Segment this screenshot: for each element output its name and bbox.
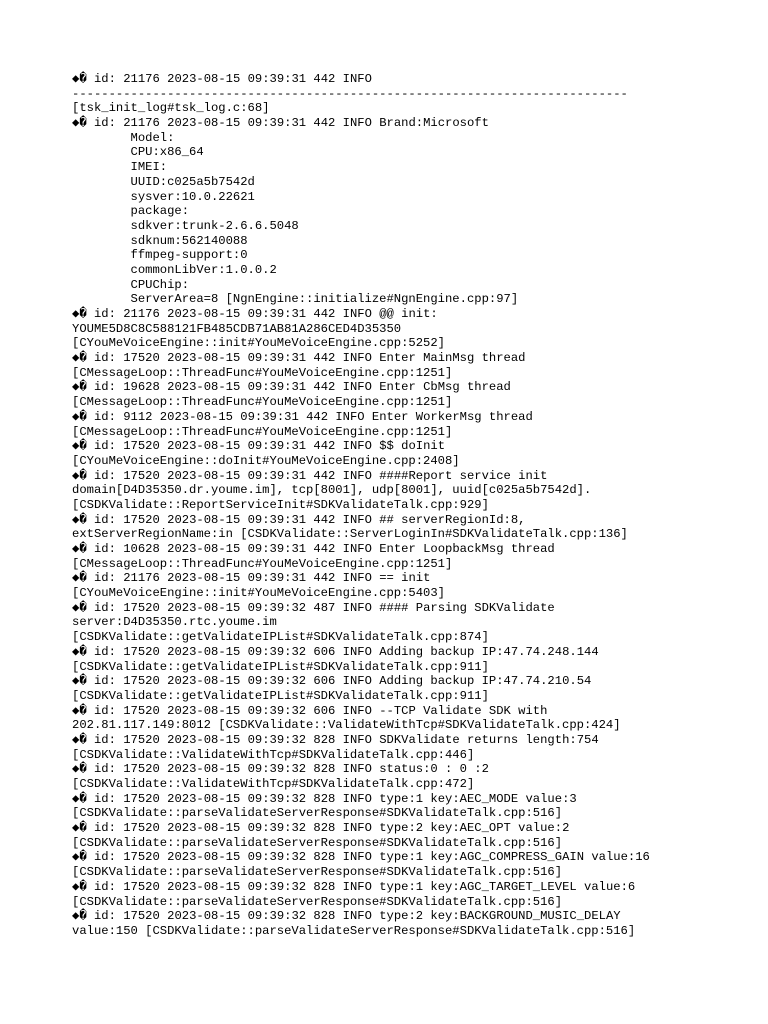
log-line: sdkver:trunk-2.6.6.5048	[72, 218, 299, 233]
log-line: ◆� id: 17520 2023-08-15 09:39:31 442 INFO ####Report service init	[72, 468, 548, 483]
log-line: ◆� id: 17520 2023-08-15 09:39:32 606 INFO Adding backup IP:47.74.210.54	[72, 674, 592, 689]
log-line: [CYouMeVoiceEngine::doInit#YouMeVoiceEngine.cpp:2408]	[72, 453, 460, 468]
log-line: YOUME5D8C8C588121FB485CDB71AB81A286CED4D35350	[72, 321, 402, 336]
log-line: [CSDKValidate::parseValidateServerResponse#SDKValidateTalk.cpp:516]	[72, 835, 563, 850]
log-line: ◆� id: 17520 2023-08-15 09:39:32 828 INFO type:1 key:AGC_TARGET_LEVEL value:6	[72, 879, 636, 894]
log-line: Model:	[72, 130, 175, 145]
log-line: ◆� id: 21176 2023-08-15 09:39:31 442 INFO == init	[72, 571, 431, 586]
log-line: [CMessageLoop::ThreadFunc#YouMeVoiceEngine.cpp:1251]	[72, 365, 453, 380]
log-line: ◆� id: 17520 2023-08-15 09:39:31 442 INFO ## serverRegionId:8,	[72, 512, 526, 527]
log-line: ◆� id: 21176 2023-08-15 09:39:31 442 INFO	[72, 72, 372, 86]
log-line: ◆� id: 17520 2023-08-15 09:39:32 828 INFO type:1 key:AGC_COMPRESS_GAIN value:16	[72, 850, 650, 865]
log-text	[72, 72, 762, 939]
log-line: ◆� id: 21176 2023-08-15 09:39:31 442 INFO @@ init:	[72, 307, 438, 321]
log-line: [CSDKValidate::parseValidateServerResponse#SDKValidateTalk.cpp:516]	[72, 865, 563, 880]
log-line: [CSDKValidate::getValidateIPList#SDKValidateTalk.cpp:911]	[72, 688, 489, 703]
log-line: 202.81.117.149:8012 [CSDKValidate::ValidateWithTcp#SDKValidateTalk.cpp:424]	[72, 718, 621, 733]
log-line: [CSDKValidate::ReportServiceInit#SDKValidateTalk.cpp:929]	[72, 497, 489, 512]
log-line: ◆� id: 17520 2023-08-15 09:39:32 828 INFO type:1 key:AEC_MODE value:3	[72, 791, 577, 806]
log-line: ◆� id: 17520 2023-08-15 09:39:31 442 INFO Enter MainMsg thread	[72, 351, 526, 366]
log-line: [CSDKValidate::ValidateWithTcp#SDKValidateTalk.cpp:446]	[72, 747, 475, 762]
log-line: ◆� id: 21176 2023-08-15 09:39:31 442 INFO Brand:Microsoft	[72, 116, 489, 131]
log-line: IMEI:	[72, 160, 168, 175]
log-line: sdknum:562140088	[72, 233, 248, 248]
log-line: ◆� id: 10628 2023-08-15 09:39:31 442 INFO Enter LoopbackMsg thread	[72, 542, 555, 556]
log-line: [CSDKValidate::parseValidateServerResponse#SDKValidateTalk.cpp:516]	[72, 894, 563, 909]
log-line: ◆� id: 9112 2023-08-15 09:39:31 442 INFO Enter WorkerMsg thread	[72, 409, 533, 424]
log-line: [tsk_init_log#tsk_log.c:68]	[72, 101, 270, 116]
log-line: ◆� id: 17520 2023-08-15 09:39:32 828 INFO status:0 : 0 :2	[72, 762, 489, 777]
log-line: extServerRegionName:in [CSDKValidate::ServerLoginIn#SDKValidateTalk.cpp:136]	[72, 527, 628, 542]
log-line: CPUChip:	[72, 277, 190, 292]
log-line: CPU:x86_64	[72, 145, 204, 160]
log-line: [CSDKValidate::ValidateWithTcp#SDKValidateTalk.cpp:472]	[72, 777, 475, 791]
log-line: [CSDKValidate::getValidateIPList#SDKValidateTalk.cpp:874]	[72, 630, 489, 645]
log-line: [CMessageLoop::ThreadFunc#YouMeVoiceEngine.cpp:1251]	[72, 424, 453, 439]
log-line: [CMessageLoop::ThreadFunc#YouMeVoiceEngine.cpp:1251]	[72, 556, 453, 571]
log-line: ----------------------------------------------------------------------------	[72, 86, 628, 101]
log-line: ◆� id: 17520 2023-08-15 09:39:31 442 INFO $$ doInit	[72, 439, 446, 454]
log-line: sysver:10.0.22621	[72, 189, 255, 204]
log-line: ◆� id: 17520 2023-08-15 09:39:32 487 INFO #### Parsing SDKValidate	[72, 600, 555, 615]
log-line: ◆� id: 17520 2023-08-15 09:39:32 828 INFO SDKValidate returns length:754	[72, 732, 599, 747]
log-line: ffmpeg-support:0	[72, 248, 248, 263]
log-line: [CMessageLoop::ThreadFunc#YouMeVoiceEngine.cpp:1251]	[72, 395, 453, 410]
log-line: server:D4D35350.rtc.youme.im	[72, 615, 277, 630]
log-line: ◆� id: 17520 2023-08-15 09:39:32 606 INFO Adding backup IP:47.74.248.144	[72, 644, 599, 659]
log-line: domain[D4D35350.dr.youme.im], tcp[8001], udp[8001], uuid[c025a5b7542d].	[72, 483, 592, 498]
log-line: value:150 [CSDKValidate::parseValidateServerResponse#SDKValidateTalk.cpp:516]	[72, 923, 636, 938]
log-line: ◆� id: 17520 2023-08-15 09:39:32 606 INFO --TCP Validate SDK with	[72, 703, 548, 718]
log-line: UUID:c025a5b7542d	[72, 174, 255, 189]
log-line: commonLibVer:1.0.0.2	[72, 262, 277, 277]
log-line: ServerArea=8 [NgnEngine::initialize#NgnEngine.cpp:97]	[72, 292, 519, 307]
log-line: [CYouMeVoiceEngine::init#YouMeVoiceEngine.cpp:5252]	[72, 336, 445, 351]
log-line: ◆� id: 17520 2023-08-15 09:39:32 828 INFO type:2 key:BACKGROUND_MUSIC_DELAY	[72, 909, 621, 924]
log-line: ◆� id: 17520 2023-08-15 09:39:32 828 INFO type:2 key:AEC_OPT value:2	[72, 821, 570, 836]
log-line: [CSDKValidate::getValidateIPList#SDKValidateTalk.cpp:911]	[72, 659, 489, 674]
log-line: ◆� id: 19628 2023-08-15 09:39:31 442 INFO Enter CbMsg thread	[72, 380, 511, 395]
log-line: [CSDKValidate::parseValidateServerResponse#SDKValidateTalk.cpp:516]	[72, 806, 563, 821]
log-line: package:	[72, 204, 190, 219]
log-line: [CYouMeVoiceEngine::init#YouMeVoiceEngine.cpp:5403]	[72, 586, 445, 601]
